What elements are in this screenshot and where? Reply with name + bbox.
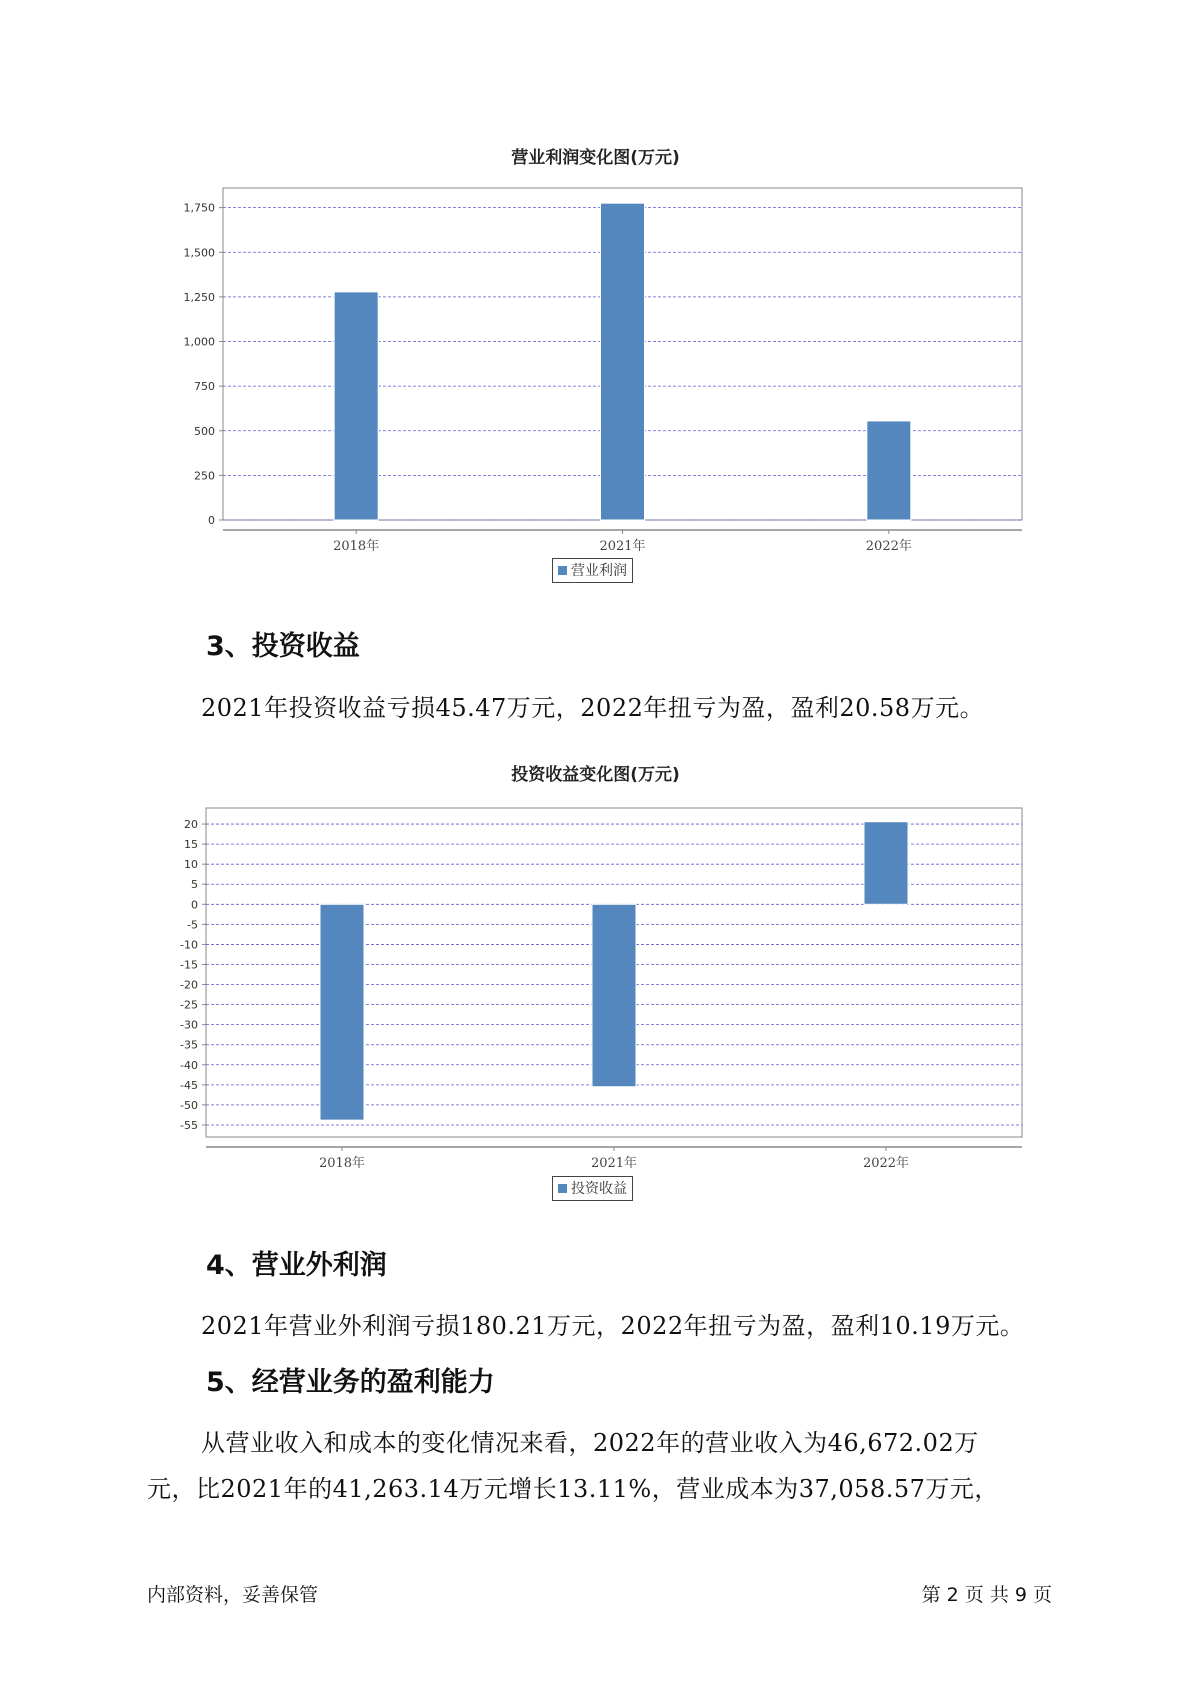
- y-tick-label: 15: [184, 838, 198, 852]
- legend-swatch: [558, 1184, 567, 1193]
- y-tick-label: 0: [191, 898, 198, 912]
- y-tick-label: -25: [180, 998, 198, 1012]
- y-tick-label: -40: [180, 1058, 198, 1072]
- y-tick-label: -30: [180, 1018, 198, 1032]
- operating-profit-chart: [0, 170, 1191, 690]
- y-tick-label: 0: [208, 514, 215, 527]
- x-tick-label: 2021年: [590, 1156, 638, 1171]
- y-tick-label: 1,500: [183, 246, 215, 260]
- y-tick-label: 10: [184, 858, 198, 872]
- footer-page-number: 第 2 页 共 9 页: [921, 1584, 1052, 1606]
- y-tick-label: 500: [194, 424, 215, 438]
- investment-income-chart: [0, 790, 1191, 1310]
- x-tick-label: 2018年: [333, 539, 380, 554]
- chart1-legend: [552, 558, 633, 583]
- section-3-text: 2021年投资收益亏损45.47万元，2022年扭亏为盈，盈利20.58万元。: [201, 694, 985, 722]
- y-tick-label: 5: [191, 878, 198, 892]
- y-tick-label: 1,750: [183, 201, 215, 215]
- section-4-text: 2021年营业外利润亏损180.21万元，2022年扭亏为盈，盈利10.19万元。: [201, 1312, 1025, 1340]
- bar: [334, 292, 378, 520]
- y-tick-label: -15: [180, 958, 198, 972]
- y-tick-label: -45: [180, 1078, 198, 1092]
- y-tick-label: -55: [180, 1118, 198, 1132]
- y-tick-label: -20: [180, 978, 198, 992]
- x-tick-label: 2022年: [862, 1156, 910, 1171]
- footer-confidential: 内部资料，妥善保管: [147, 1584, 319, 1606]
- section-5-line-2: 元，比2021年的41,263.14万元增长13.11%，营业成本为37,058.57万元，: [147, 1475, 999, 1503]
- bar: [592, 904, 636, 1086]
- y-tick-label: -5: [187, 918, 198, 932]
- legend-swatch: [558, 566, 567, 575]
- y-tick-label: 250: [194, 469, 215, 483]
- x-tick-label: 2022年: [865, 539, 912, 554]
- y-tick-label: 20: [184, 818, 198, 832]
- chart2-legend-label: 投资收益: [571, 1181, 627, 1197]
- chart1-title: 营业利润变化图(万元): [511, 148, 680, 168]
- section-5-line-1: 从营业收入和成本的变化情况来看，2022年的营业收入为46,672.02万: [201, 1429, 979, 1457]
- section-5-heading: 5、经营业务的盈利能力: [206, 1367, 495, 1398]
- bar: [601, 203, 645, 520]
- y-tick-label: 1,000: [183, 335, 215, 349]
- y-tick-label: -50: [180, 1098, 198, 1112]
- x-tick-label: 2018年: [318, 1156, 366, 1171]
- y-tick-label: 1,250: [183, 290, 215, 304]
- y-tick-label: -35: [180, 1038, 198, 1052]
- y-tick-label: 750: [194, 380, 215, 394]
- section-3-heading: 3、投资收益: [206, 631, 360, 662]
- bar: [320, 904, 364, 1120]
- bar: [864, 822, 908, 905]
- section-4-heading: 4、营业外利润: [206, 1250, 387, 1281]
- bar: [867, 421, 911, 520]
- chart1-legend-label: 营业利润: [571, 563, 627, 579]
- y-tick-label: -10: [180, 938, 198, 952]
- chart2-legend: [552, 1176, 633, 1201]
- x-tick-label: 2021年: [599, 539, 646, 554]
- chart2-title: 投资收益变化图(万元): [511, 765, 680, 785]
